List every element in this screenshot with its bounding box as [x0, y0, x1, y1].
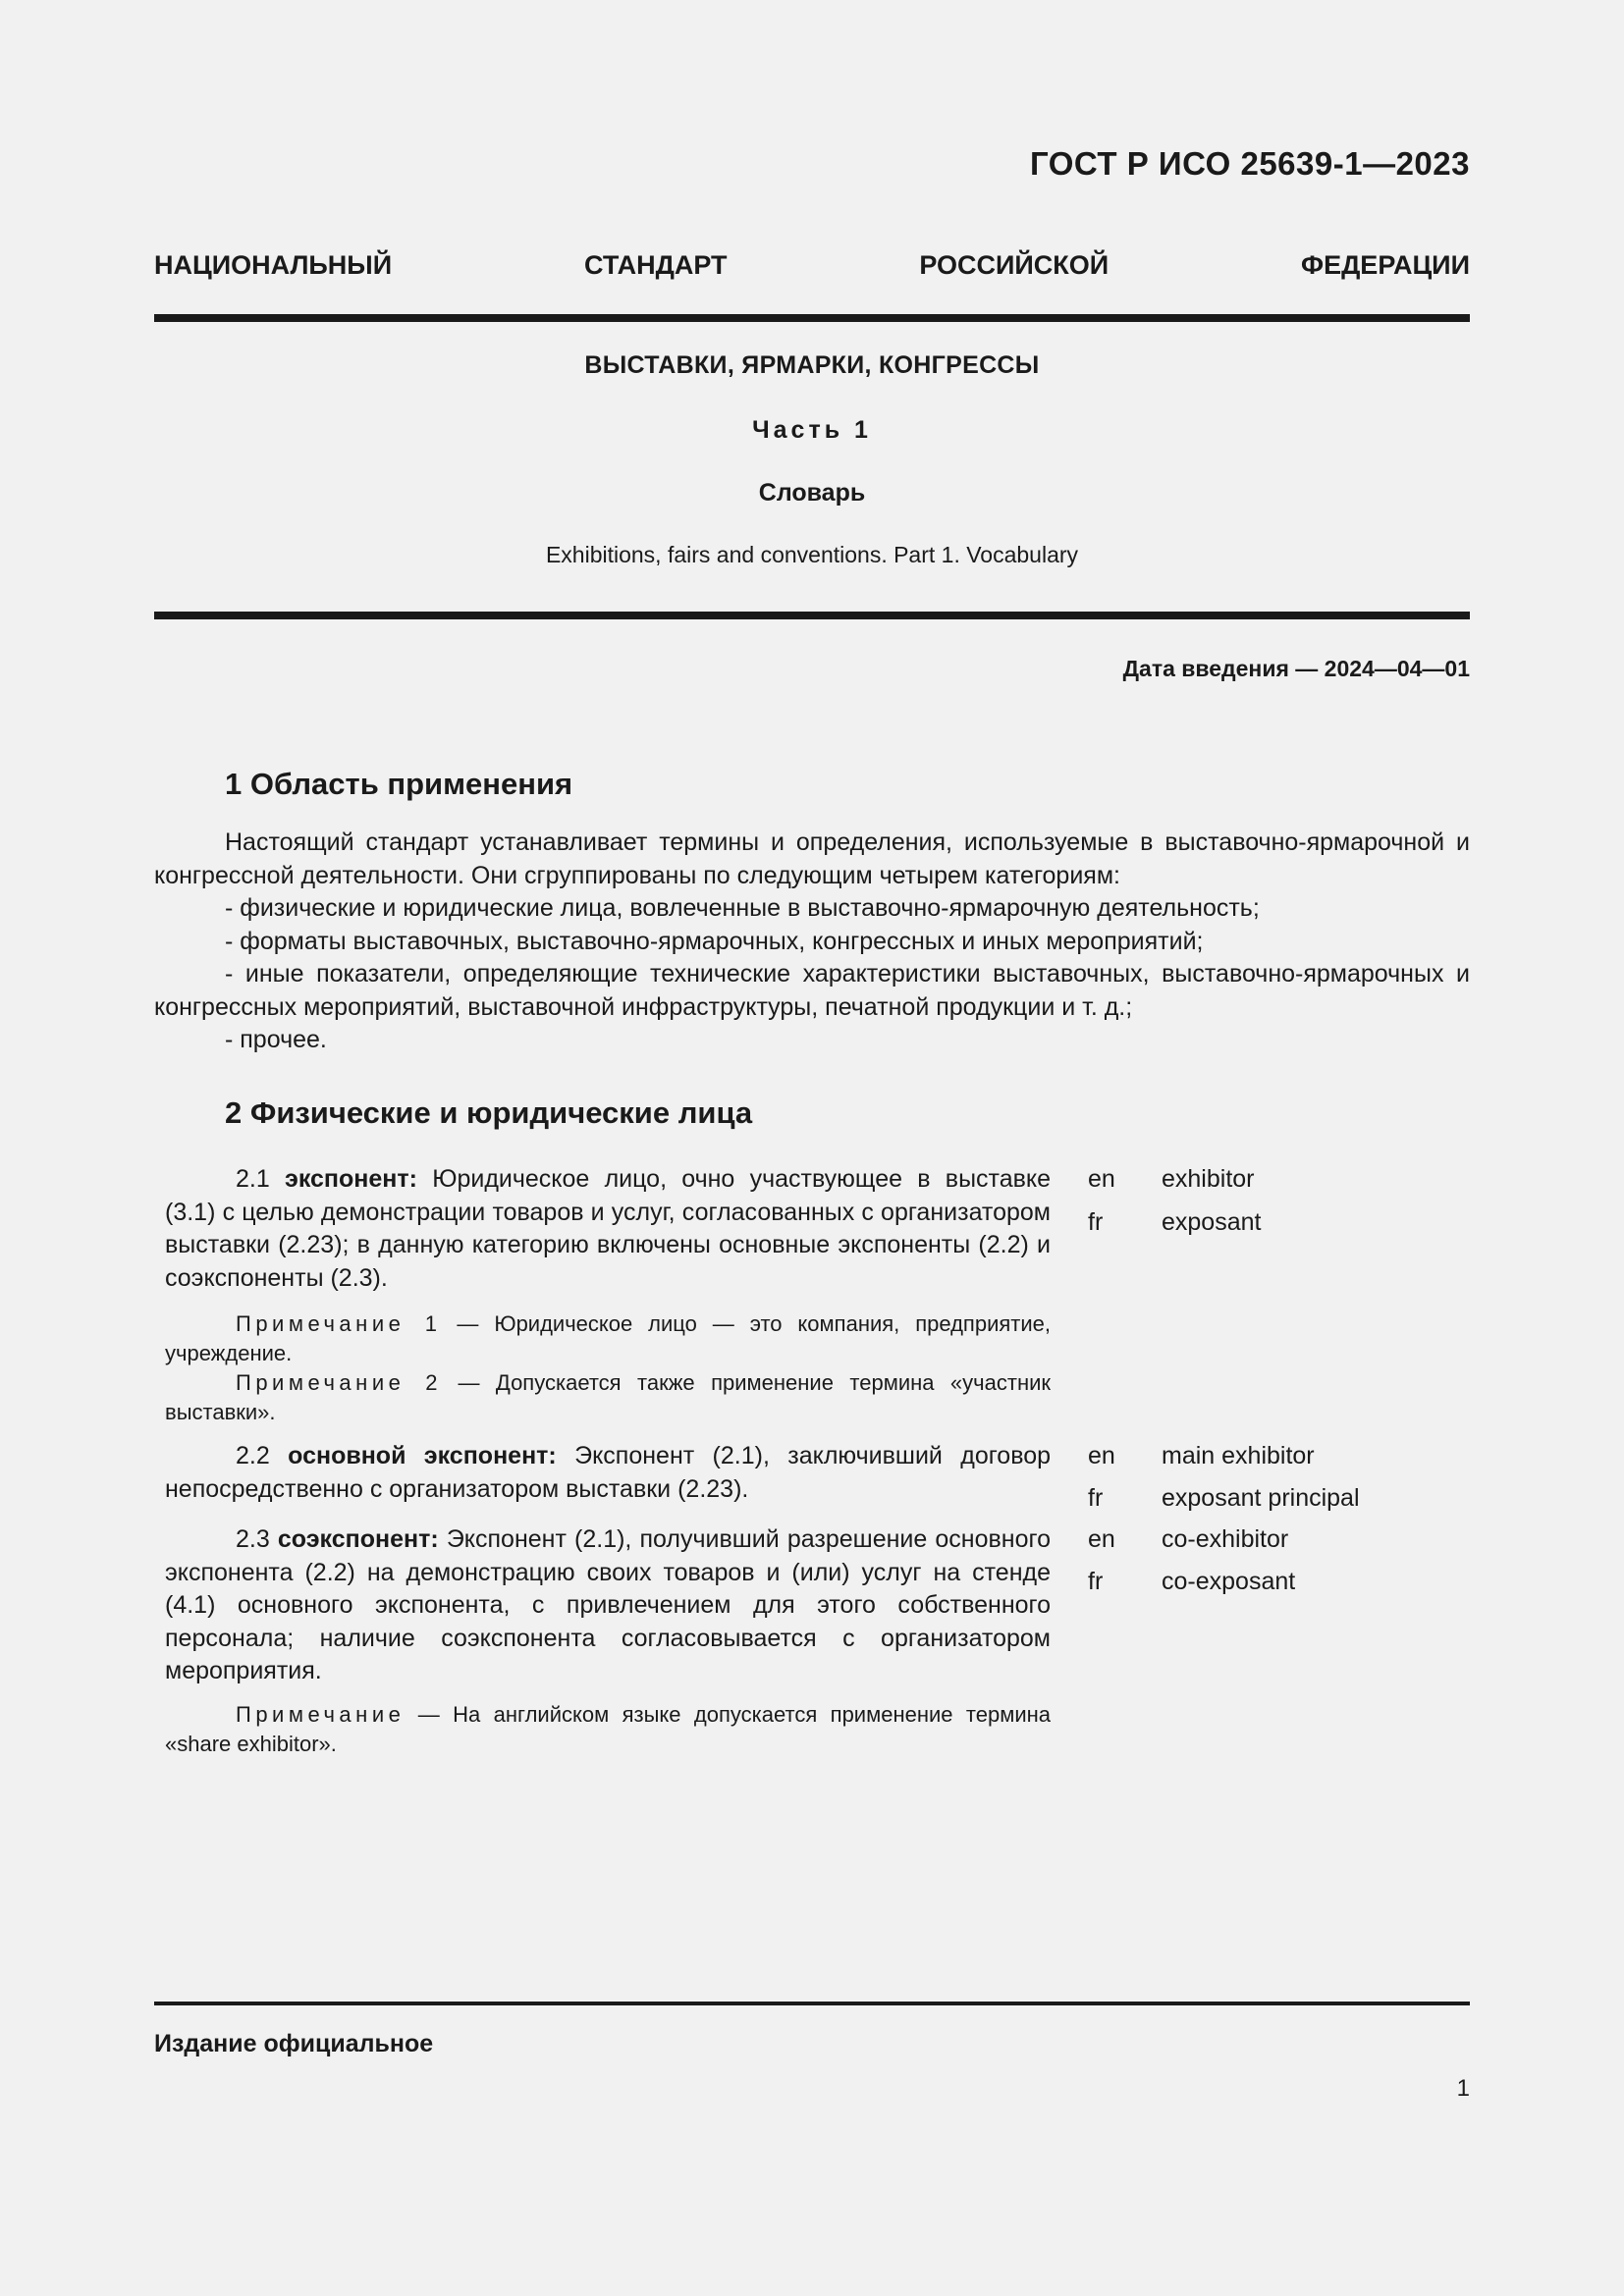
term-number: 2.3 [236, 1525, 270, 1553]
lang-code-fr: fr [1088, 1208, 1104, 1236]
term-definition: Экспонент (2.1), получивший разрешение основного экспонента (2.2) на демонстрацию своих товаров и (или) услуг на стенде (4.1) основного экспонента, с привлечением для этого собственного персонала; наличие соэкспонента согласовывается с организатором мероприятия. [165, 1525, 1051, 1684]
list-item: - форматы выставочных, выставочно-ярмарочных, конгрессных и иных мероприятий; [225, 927, 1204, 955]
lang-code-en: en [1088, 1442, 1115, 1469]
list-item: - иные показатели, определяющие технические характеристики выставочных, выставочно-ярмарочных и конгрессных мероприятий, выставочной инфраструктуры, печатной продукции и т. д.; [154, 960, 1470, 1021]
list-item: - прочее. [225, 1026, 327, 1053]
term-definition: Юридическое лицо, очно участвующее в выставке (3.1) с целью демонстрации товаров и услуг, согласованных с организатором выставки (2.23); в данную категорию включены основные экспоненты (2.2) и соэкспоненты (2.3). [165, 1165, 1052, 1292]
term-name: основной экспонент: [288, 1442, 557, 1469]
term-translation-fr: exposant principal [1162, 1484, 1360, 1512]
national-standard-banner: НАЦИОНАЛЬНЫЙ СТАНДАРТ РОССИЙСКОЙ ФЕДЕРАЦИИ [154, 250, 1470, 280]
term-definition: Экспонент (2.1), заключивший договор непосредственно с организатором выставки (2.23). [165, 1442, 1052, 1503]
note-label: Примечание [236, 1702, 406, 1727]
term-translation-en: exhibitor [1162, 1165, 1255, 1193]
lang-code-en: en [1088, 1525, 1115, 1553]
footer-rule [154, 2002, 1470, 2005]
lang-code-fr: fr [1088, 1484, 1104, 1512]
list-item: - физические и юридические лица, вовлеченные в выставочно-ярмарочную деятельность; [225, 894, 1260, 922]
document-number: ГОСТ Р ИСО 25639-1—2023 [1029, 145, 1470, 182]
lang-code-fr: fr [1088, 1568, 1104, 1595]
section-1-body [154, 827, 1470, 1057]
note-text: — Юридическое лицо — это компания, предприятие, учреждение. [165, 1311, 1051, 1365]
note-2-3 [165, 1700, 1051, 1759]
term-translation-fr: exposant [1162, 1208, 1262, 1236]
note-text: — Допускается также применение термина «участник выставки». [165, 1370, 1052, 1424]
section-1-heading: 1 Область применения [225, 767, 573, 801]
english-title: Exhibitions, fairs and conventions. Part 1. Vocabulary [545, 542, 1079, 567]
term-translation-en: co-exhibitor [1162, 1525, 1289, 1553]
top-rule [154, 314, 1470, 322]
page-number: 1 [1456, 2075, 1470, 2102]
term-translation-en: main exhibitor [1162, 1442, 1315, 1469]
section-1-intro: Настоящий стандарт устанавливает термины и определения, используемые в выставочно-ярмарочной и конгрессной деятельности. Они сгруппированы по следующим четырем категориям: [154, 828, 1470, 889]
official-edition-label: Издание официальное [154, 2030, 434, 2057]
term-name: экспонент: [285, 1165, 417, 1193]
part-label: Часть 1 [752, 416, 872, 444]
term-number: 2.1 [236, 1165, 270, 1193]
term-2-3 [165, 1523, 1051, 1688]
section-2-heading: 2 Физические и юридические лица [225, 1095, 753, 1130]
note-2-1-1 [165, 1309, 1051, 1368]
term-translation-fr: co-exposant [1162, 1568, 1296, 1595]
subtitle: Словарь [758, 479, 866, 507]
note-label: Примечание 1 [236, 1311, 442, 1336]
term-2-2 [165, 1440, 1051, 1506]
title-bottom-rule [154, 612, 1470, 619]
term-2-1 [165, 1163, 1051, 1295]
note-text: — На английском языке допускается применение термина «share exhibitor». [165, 1702, 1051, 1756]
term-number: 2.2 [236, 1442, 270, 1469]
lang-code-en: en [1088, 1165, 1115, 1193]
standard-title: ВЫСТАВКИ, ЯРМАРКИ, КОНГРЕССЫ [584, 351, 1040, 379]
note-2-1-2 [165, 1368, 1051, 1427]
introduction-date: Дата введения — 2024—04—01 [1122, 656, 1470, 681]
term-name: соэкспонент: [277, 1525, 439, 1553]
note-label: Примечание 2 [236, 1370, 443, 1395]
